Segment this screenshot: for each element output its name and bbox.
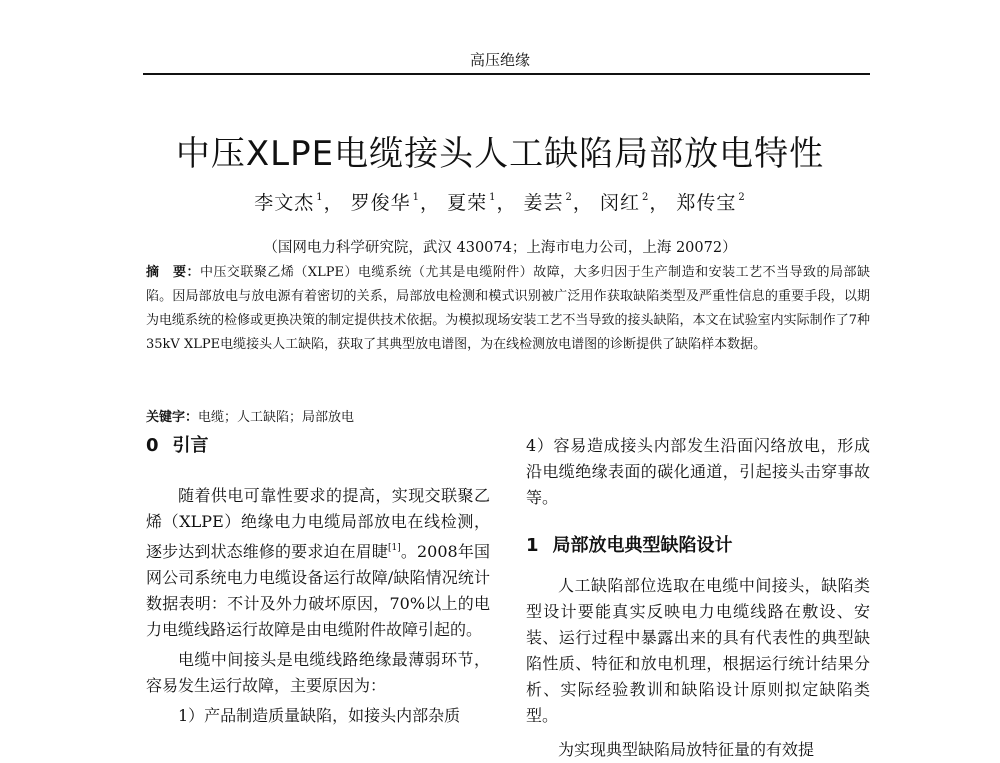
author-list: 李文杰 $^1$， 罗俊华 $^1$， 夏荣 $^1$， 姜芸 $^2$， 闵红 $^2$， 郑传宝 $^2$ (254, 192, 746, 214)
keywords-text: 电缆；人工缺陷；局部放电 (198, 410, 355, 425)
paragraph: 随着供电可靠性要求的提高，实现交联聚乙烯（XLPE）绝缘电力电缆局部放电在线检测，逐步达到状态维修的要求迫在眉睫[1]。2008年国网公司系统电力电缆设备运行故障/缺陷情况统计数据表明：不计及外力破坏原因，70%以上的电力电缆线路运行故障是由电缆附件故障引起的。 (146, 486, 490, 639)
paper-title: 中压XLPE电缆接头人工缺陷局部放电特性 (175, 134, 825, 174)
list-item: 1）产品制造质量缺陷，如接头内部杂质 (178, 706, 461, 725)
keywords (146, 408, 870, 428)
paragraph: 电缆中间接头是电缆线路绝缘最薄弱环节，容易发生运行故障，主要原因为： (146, 650, 490, 695)
author: 李文杰 $^1$ (254, 192, 324, 214)
paragraph: 为实现典型缺陷局放特征量的有效提 (558, 740, 815, 759)
section-heading: 0 引言 (146, 435, 209, 456)
author: 郑传宝 $^2$ (676, 192, 746, 214)
abstract (146, 261, 870, 357)
paragraph: 人工缺陷部位选取在电缆中间接头，缺陷类型设计要能真实反映电力电缆线路在敷设、安装、运行过程中暴露出来的具有代表性的典型缺陷性质、特征和放电机理，根据运行统计结果分析、实际经验教训和缺陷设计原则拟定缺陷类型。 (526, 576, 870, 725)
paragraph: 4）容易造成接头内部发生沿面闪络放电，形成沿电缆绝缘表面的碳化通道，引起接头击穿事故等。 (526, 436, 870, 507)
keywords-label: 关键字： (146, 410, 199, 425)
citation-ref: [1] (387, 543, 401, 553)
author: 罗俊华 $^1$ (350, 192, 421, 214)
abstract-label: 摘 要： (146, 265, 200, 280)
left-column (146, 433, 490, 729)
section-heading: 1 局部放电典型缺陷设计 (526, 535, 733, 556)
author: 夏荣 $^1$ (447, 192, 497, 214)
abstract-text: 中压交联聚乙烯（XLPE）电缆系统（尤其是电缆附件）故障，大多归因于生产制造和安装工艺不当导致的局部缺陷。因局部放电与放电源有着密切的关系，局部放电检测和模式识别被广泛用作获取缺陷类型及严重性信息的重要手段，以期为电缆系统的检修或更换决策的制定提供技术依据。为模拟现场安装工艺不当导致的接头缺陷，本文在试验室内实际制作了7种35kV XLPE电缆接头人工缺陷，获取了其典型放电谱图，为在线检测放电谱图的诊断提供了缺陷样本数据。 (146, 265, 870, 352)
running-header: 高压绝缘 (469, 51, 530, 69)
header-rule (143, 73, 870, 75)
author: 闵红 $^2$ (599, 192, 650, 214)
affiliation: （国网电力科学研究院，武汉 430074；上海市电力公司，上海 20072） (263, 240, 737, 256)
author: 姜芸 $^2$ (523, 192, 573, 214)
right-column (526, 433, 870, 763)
